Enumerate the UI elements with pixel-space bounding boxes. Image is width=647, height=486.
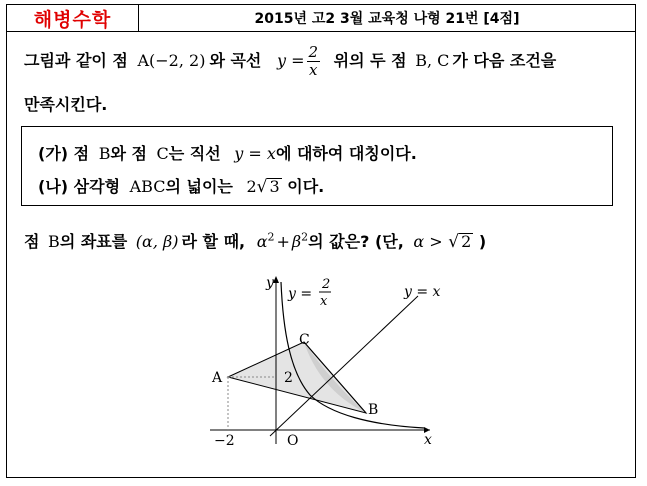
text: 의 좌표를 — [59, 232, 128, 251]
label-b: B — [368, 402, 379, 418]
point-c: C — [156, 144, 169, 163]
text: 의 값은? (단, — [308, 232, 404, 251]
radicand: 2 — [461, 232, 472, 251]
text: 에 대하여 대칭이다. — [275, 144, 417, 163]
text: 이다. — [287, 177, 325, 196]
point-a: A(−2, 2) — [137, 51, 206, 70]
exponent: 2 — [267, 230, 275, 244]
text: (나) 삼각형 — [38, 177, 121, 196]
exam-info: 2015년 고2 3월 교육청 나형 21번 [4점] — [254, 11, 520, 27]
label-c: C — [299, 332, 310, 348]
tick-neg2: −2 — [214, 433, 235, 449]
coord-alpha-beta: (α, β) — [135, 232, 179, 251]
line-eq: y = x — [234, 144, 276, 163]
brand-logo: 해병수학 — [7, 5, 139, 31]
text: 점 — [24, 232, 40, 251]
curve-label-lhs: y = — [288, 286, 313, 302]
fraction-den: x — [309, 61, 318, 79]
tick-2: 2 — [284, 370, 293, 386]
fraction-num: 2 — [308, 43, 319, 61]
text: 가 다음 조건을 — [452, 51, 557, 70]
text: 와 곡선 — [209, 51, 262, 70]
alpha: α — [256, 232, 268, 251]
y-axis-label: y — [266, 275, 274, 291]
triangle-abc: ABC — [129, 177, 166, 196]
text: 는 직선 — [168, 144, 221, 163]
x-axis-label: x — [424, 432, 432, 448]
text: 와 점 — [110, 144, 147, 163]
point-b: B — [48, 232, 60, 251]
point-b: B — [98, 144, 111, 163]
text: (가) 점 — [38, 144, 90, 163]
text: 위의 두 점 — [333, 51, 407, 70]
sqrt-sign: √ — [448, 232, 460, 252]
curve-label-num: 2 — [322, 277, 331, 292]
text: 그림과 같이 점 — [24, 51, 128, 70]
plus: + — [276, 232, 290, 251]
text: ) — [478, 232, 487, 251]
text: 의 넓이는 — [165, 177, 233, 196]
points-bc: B, C — [415, 51, 450, 70]
curve-label-den: x — [320, 294, 328, 309]
area-coef: 2 — [246, 177, 257, 196]
label-o: O — [287, 433, 299, 449]
label-a: A — [212, 370, 223, 386]
line-label: y = x — [404, 284, 441, 300]
text: 라 할 때, — [181, 232, 246, 251]
beta: β — [291, 232, 302, 251]
problem-line-2: 만족시킨다. — [24, 95, 108, 114]
curve-lhs: y = — [276, 51, 305, 70]
area-radicand: 3 — [269, 177, 280, 196]
sqrt-sign: √ — [256, 177, 268, 197]
alpha-condition: α > — [413, 232, 443, 251]
exponent: 2 — [301, 230, 309, 244]
